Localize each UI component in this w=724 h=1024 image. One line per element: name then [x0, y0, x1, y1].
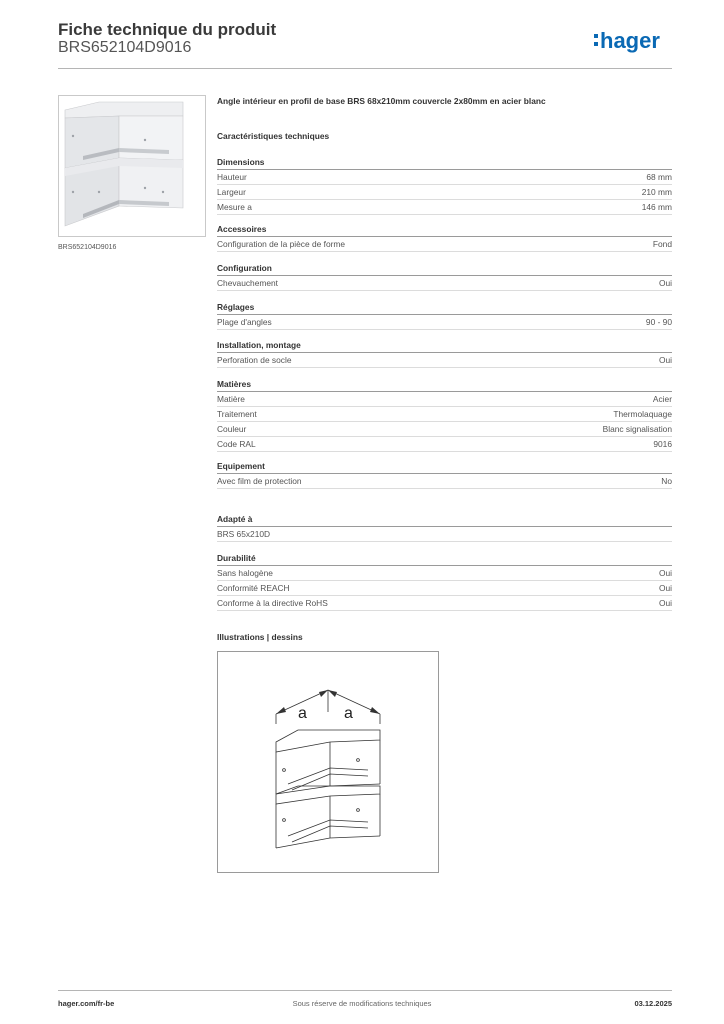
spec-label: Conforme à la directive RoHS — [217, 598, 328, 608]
spec-row — [217, 315, 672, 330]
spec-value: 9016 — [653, 439, 672, 449]
spec-label: Avec film de protection — [217, 476, 302, 486]
spec-value: Oui — [658, 598, 672, 608]
group-accessories — [217, 223, 672, 252]
spec-row — [217, 185, 672, 200]
spec-value: Oui — [658, 278, 672, 288]
section-heading-technical: Caractéristiques techniques — [217, 131, 330, 141]
spec-row — [217, 596, 672, 611]
spec-value: 90 - 90 — [645, 317, 672, 327]
dimension-label-a: a — [344, 705, 353, 722]
spec-label: Hauteur — [217, 172, 247, 182]
product-photo-drawing — [59, 96, 205, 236]
dimension-label-a: a — [298, 705, 307, 722]
technical-drawing — [218, 652, 438, 872]
footer-divider — [58, 990, 672, 991]
group-installation — [217, 339, 672, 368]
spec-row — [217, 170, 672, 185]
product-description: Angle intérieur en profil de base BRS 68x210mm couvercle 2x80mm en acier blanc — [217, 96, 546, 106]
product-code: BRS652104D9016 — [58, 39, 192, 56]
group-title: Adapté à — [217, 513, 672, 527]
group-equipment — [217, 460, 672, 489]
logo-text: hager — [600, 28, 660, 53]
spec-value: 68 mm — [646, 172, 672, 182]
spec-row — [217, 353, 672, 368]
spec-row — [217, 237, 672, 252]
spec-row — [217, 566, 672, 581]
spec-value: 210 mm — [641, 187, 672, 197]
spec-row — [217, 437, 672, 452]
page-title: Fiche technique du produit — [58, 20, 277, 39]
spec-value: Oui — [658, 583, 672, 593]
group-sustainability — [217, 552, 672, 611]
spec-row — [217, 276, 672, 291]
group-materials — [217, 378, 672, 452]
spec-value: Thermolaquage — [613, 409, 672, 419]
spec-value: Fond — [652, 239, 672, 249]
group-title: Matières — [217, 378, 672, 392]
group-title: Configuration — [217, 262, 672, 276]
group-title: Accessoires — [217, 223, 672, 237]
group-title: Réglages — [217, 301, 672, 315]
spec-row — [217, 422, 672, 437]
spec-row — [217, 392, 672, 407]
spec-label: Matière — [217, 394, 245, 404]
spec-row — [217, 474, 672, 489]
group-settings — [217, 301, 672, 330]
spec-label: Conformité REACH — [217, 583, 290, 593]
spec-value: Acier — [652, 394, 672, 404]
spec-label: Chevauchement — [217, 278, 278, 288]
footer-disclaimer: Sous réserve de modifications techniques — [292, 999, 432, 1008]
spec-label: Configuration de la pièce de forme — [217, 239, 346, 249]
spec-label: Perforation de socle — [217, 355, 292, 365]
footer-website: hager.com/fr-be — [58, 999, 115, 1008]
group-title: Installation, montage — [217, 339, 672, 353]
group-title: Dimensions — [217, 156, 672, 170]
group-dimensions — [217, 156, 672, 215]
header-divider — [58, 68, 672, 69]
spec-row — [217, 581, 672, 596]
group-compatible — [217, 513, 672, 542]
spec-value: 146 mm — [641, 202, 672, 212]
spec-row — [217, 200, 672, 215]
group-title: Equipement — [217, 460, 672, 474]
spec-label: Plage d'angles — [217, 317, 272, 327]
spec-label: BRS 65x210D — [217, 529, 271, 539]
spec-row — [217, 527, 672, 542]
spec-label: Couleur — [217, 424, 247, 434]
image-caption: BRS652104D9016 — [58, 244, 117, 251]
hager-logo — [593, 28, 677, 56]
spec-value: Oui — [658, 568, 672, 578]
footer-date: 03.12.2025 — [634, 999, 672, 1008]
spec-value: Blanc signalisation — [602, 424, 672, 434]
spec-value: No — [661, 476, 672, 486]
product-image — [58, 95, 206, 237]
spec-label: Sans halogène — [217, 568, 273, 578]
spec-label: Traitement — [217, 409, 257, 419]
group-configuration — [217, 262, 672, 291]
spec-label: Mesure a — [217, 202, 252, 212]
section-heading-illustrations: Illustrations | dessins — [217, 632, 303, 642]
group-title: Durabilité — [217, 552, 672, 566]
spec-row — [217, 407, 672, 422]
technical-drawing-frame — [217, 651, 439, 873]
spec-label: Code RAL — [217, 439, 256, 449]
spec-value: Oui — [658, 355, 672, 365]
spec-label: Largeur — [217, 187, 246, 197]
